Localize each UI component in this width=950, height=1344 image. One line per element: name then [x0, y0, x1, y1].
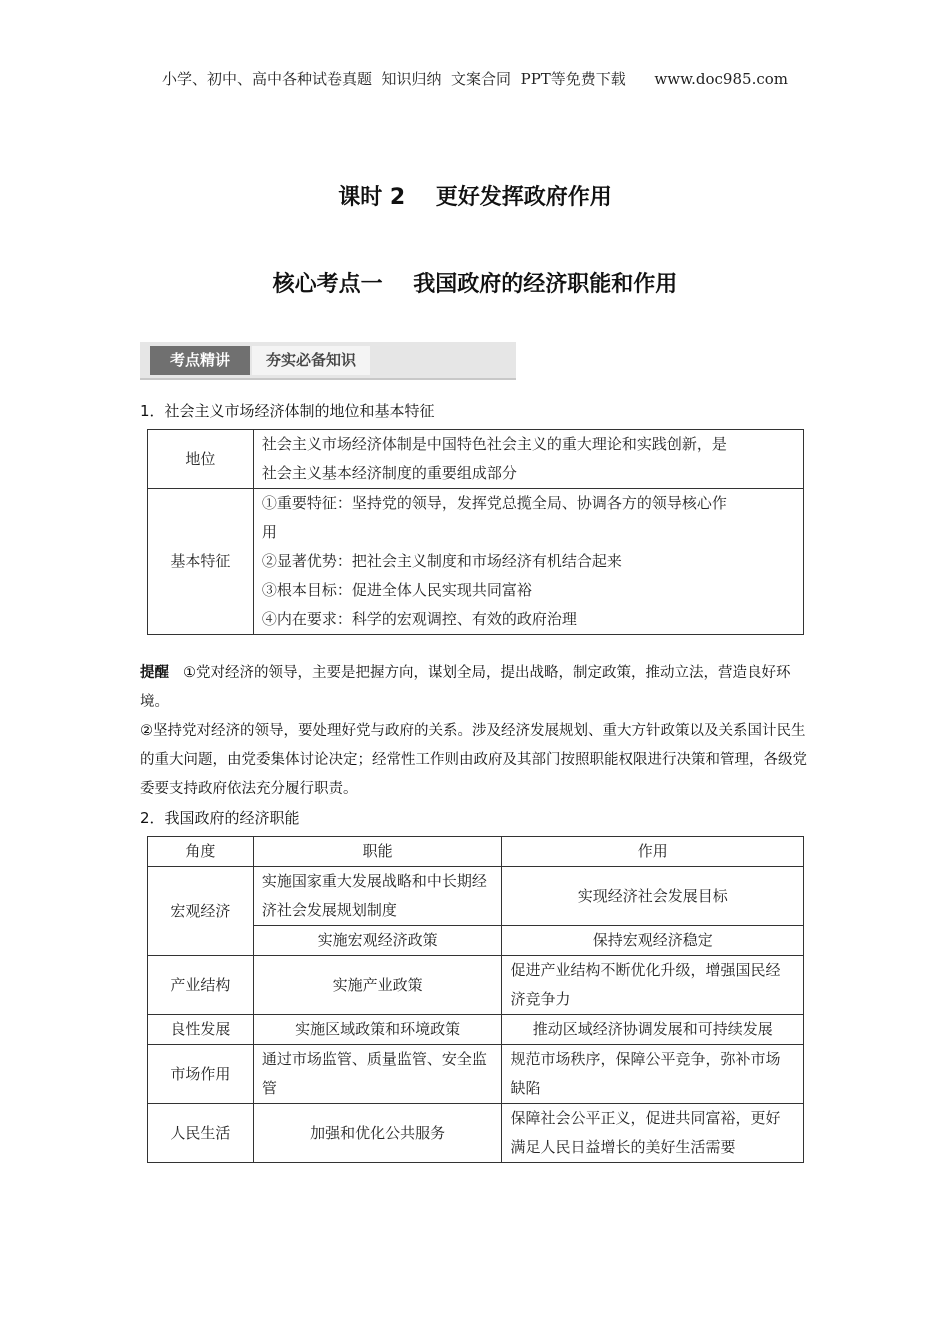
- column-header: 作用: [502, 837, 804, 867]
- banner-label-right: 夯实必备知识: [252, 346, 370, 375]
- angle-cell: 良性发展: [148, 1015, 254, 1045]
- row-content: [253, 430, 803, 489]
- lesson-title: 课时 2 更好发挥政府作用: [338, 185, 612, 210]
- effect-cell: 规范市场秩序，保障公平竞争，弥补市场缺陷: [502, 1045, 804, 1104]
- table-header-row: [148, 837, 804, 867]
- content-line: 用: [261, 523, 277, 541]
- row-content: [253, 489, 803, 635]
- angle-cell: 产业结构: [148, 956, 254, 1015]
- content-line: 社会主义基本经济制度的重要组成部分: [261, 464, 517, 482]
- column-header: 角度: [148, 837, 254, 867]
- tip-label: 提醒: [140, 665, 169, 681]
- table-row: [148, 956, 804, 1015]
- function-cell: 实施区域政策和环境政策: [253, 1015, 502, 1045]
- effect-cell: 保障社会公平正义，促进共同富裕，更好满足人民日益增长的美好生活需要: [502, 1104, 804, 1163]
- table-row: [148, 867, 804, 926]
- section2-heading: 2．我国政府的经济职能: [140, 809, 300, 827]
- table-row: [148, 1104, 804, 1163]
- effect-cell: 推动区域经济协调发展和可持续发展: [502, 1015, 804, 1045]
- angle-cell: 宏观经济: [148, 867, 254, 956]
- function-cell: 加强和优化公共服务: [253, 1104, 502, 1163]
- table-row: [148, 430, 804, 489]
- angle-cell: 人民生活: [148, 1104, 254, 1163]
- function-cell: 实施宏观经济政策: [253, 926, 502, 956]
- row-label: 基本特征: [148, 489, 254, 635]
- features-table: [147, 429, 804, 635]
- tip-block: [140, 659, 812, 804]
- content-line: ②显著优势：把社会主义制度和市场经济有机结合起来: [261, 552, 622, 570]
- content-line: ①重要特征：坚持党的领导，发挥党总揽全局、协调各方的领导核心作: [261, 494, 727, 512]
- effect-cell: 保持宏观经济稳定: [502, 926, 804, 956]
- core-point-title: 核心考点一 我国政府的经济职能和作用: [272, 272, 678, 297]
- function-cell: 通过市场监管、质量监管、安全监管: [253, 1045, 502, 1104]
- section1-heading: 1．社会主义市场经济体制的地位和基本特征: [140, 402, 435, 420]
- functions-table: [147, 836, 804, 1163]
- table-row: [148, 1015, 804, 1045]
- function-cell: 实施产业政策: [253, 956, 502, 1015]
- content-line: 社会主义市场经济体制是中国特色社会主义的重大理论和实践创新，是: [261, 435, 727, 453]
- row-label: 地位: [148, 430, 254, 489]
- table-row: [148, 489, 804, 635]
- banner-label-left: 考点精讲: [150, 346, 250, 375]
- content-line: ④内在要求：科学的宏观调控、有效的政府治理: [261, 610, 577, 628]
- table-row: [148, 1045, 804, 1104]
- angle-cell: 市场作用: [148, 1045, 254, 1104]
- page-header: 小学、初中、高中各种试卷真题 知识归纳 文案合同 PPT等免费下载 www.doc985.com: [161, 70, 788, 88]
- effect-cell: 促进产业结构不断优化升级，增强国民经济竞争力: [502, 956, 804, 1015]
- effect-cell: 实现经济社会发展目标: [502, 867, 804, 926]
- content-line: ③根本目标：促进全体人民实现共同富裕: [261, 581, 532, 599]
- tip-paragraph-1: ①党对经济的领导，主要是把握方向，谋划全局，提出战略，制定政策，推动立法，营造良好环境。: [140, 665, 791, 710]
- column-header: 职能: [253, 837, 502, 867]
- function-cell: 实施国家重大发展战略和中长期经济社会发展规划制度: [253, 867, 502, 926]
- tip-paragraph-2: ②坚持党对经济的领导，要处理好党与政府的关系。涉及经济发展规划、重大方针政策以及关系国计民生的重大问题，由党委集体讨论决定；经常性工作则由政府及其部门按照职能权限进行决策和管理，各级党委要支持政府依法充分履行职责。: [140, 723, 807, 797]
- section-banner: [140, 342, 516, 380]
